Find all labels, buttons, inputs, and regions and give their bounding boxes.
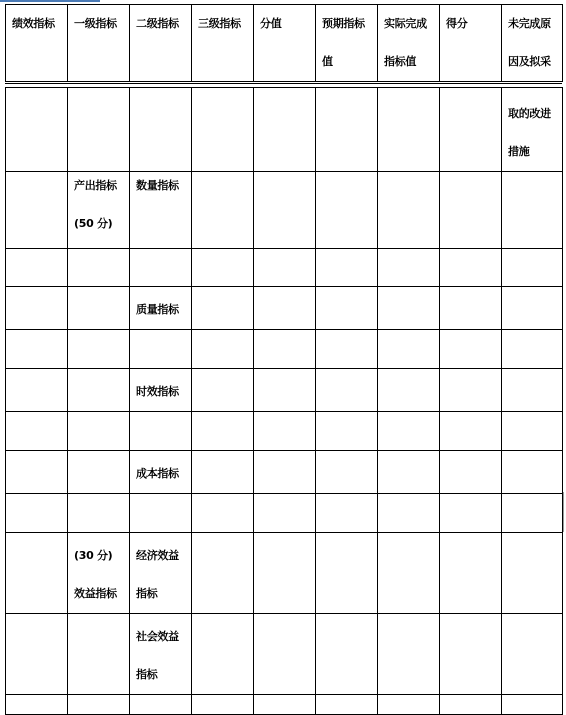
table-row bbox=[6, 330, 563, 369]
header-level2-indicator: 二级指标 bbox=[130, 5, 192, 82]
social-benefit-cell: 社会效益 指标 bbox=[130, 614, 192, 695]
table-row bbox=[6, 695, 563, 715]
header-score: 得分 bbox=[440, 5, 502, 82]
table-row bbox=[6, 172, 563, 249]
header-score-value: 分值 bbox=[254, 5, 316, 82]
header-actual-value: 实际完成 指标值 bbox=[378, 5, 440, 82]
quality-indicator-cell: 质量指标 bbox=[130, 287, 192, 330]
header-level3-indicator: 三级指标 bbox=[192, 5, 254, 82]
header-performance-indicator: 绩效指标 bbox=[6, 5, 68, 82]
quantity-indicator-cell: 数量指标 bbox=[130, 172, 192, 249]
header-reason-and-measures: 未完成原 因及拟采 bbox=[502, 5, 563, 82]
table-row bbox=[6, 494, 563, 533]
benefit-indicator-cell: (30 分) 效益指标 bbox=[68, 533, 130, 614]
table-row bbox=[6, 614, 563, 695]
cost-indicator-cell: 成本指标 bbox=[130, 451, 192, 494]
top-tab-marker bbox=[0, 0, 100, 2]
header-level1-indicator: 一级指标 bbox=[68, 5, 130, 82]
table-row bbox=[6, 249, 563, 287]
header-expected-value: 预期指标 值 bbox=[316, 5, 378, 82]
table-row bbox=[6, 412, 563, 451]
table-row bbox=[6, 287, 563, 330]
economic-benefit-cell: 经济效益 指标 bbox=[130, 533, 192, 614]
timeliness-indicator-cell: 时效指标 bbox=[130, 369, 192, 412]
table-row bbox=[6, 533, 563, 614]
table-row bbox=[6, 451, 563, 494]
output-indicator-cell: 产出指标 (50 分) bbox=[68, 172, 130, 249]
reason-continuation-cell: 取的改进 措施 bbox=[502, 88, 563, 172]
table-row bbox=[6, 369, 563, 412]
page-break-line bbox=[5, 83, 562, 84]
table-row bbox=[6, 88, 563, 172]
header-table bbox=[5, 4, 563, 82]
indicator-table bbox=[5, 87, 563, 715]
scroll-edge-marker bbox=[563, 492, 564, 532]
